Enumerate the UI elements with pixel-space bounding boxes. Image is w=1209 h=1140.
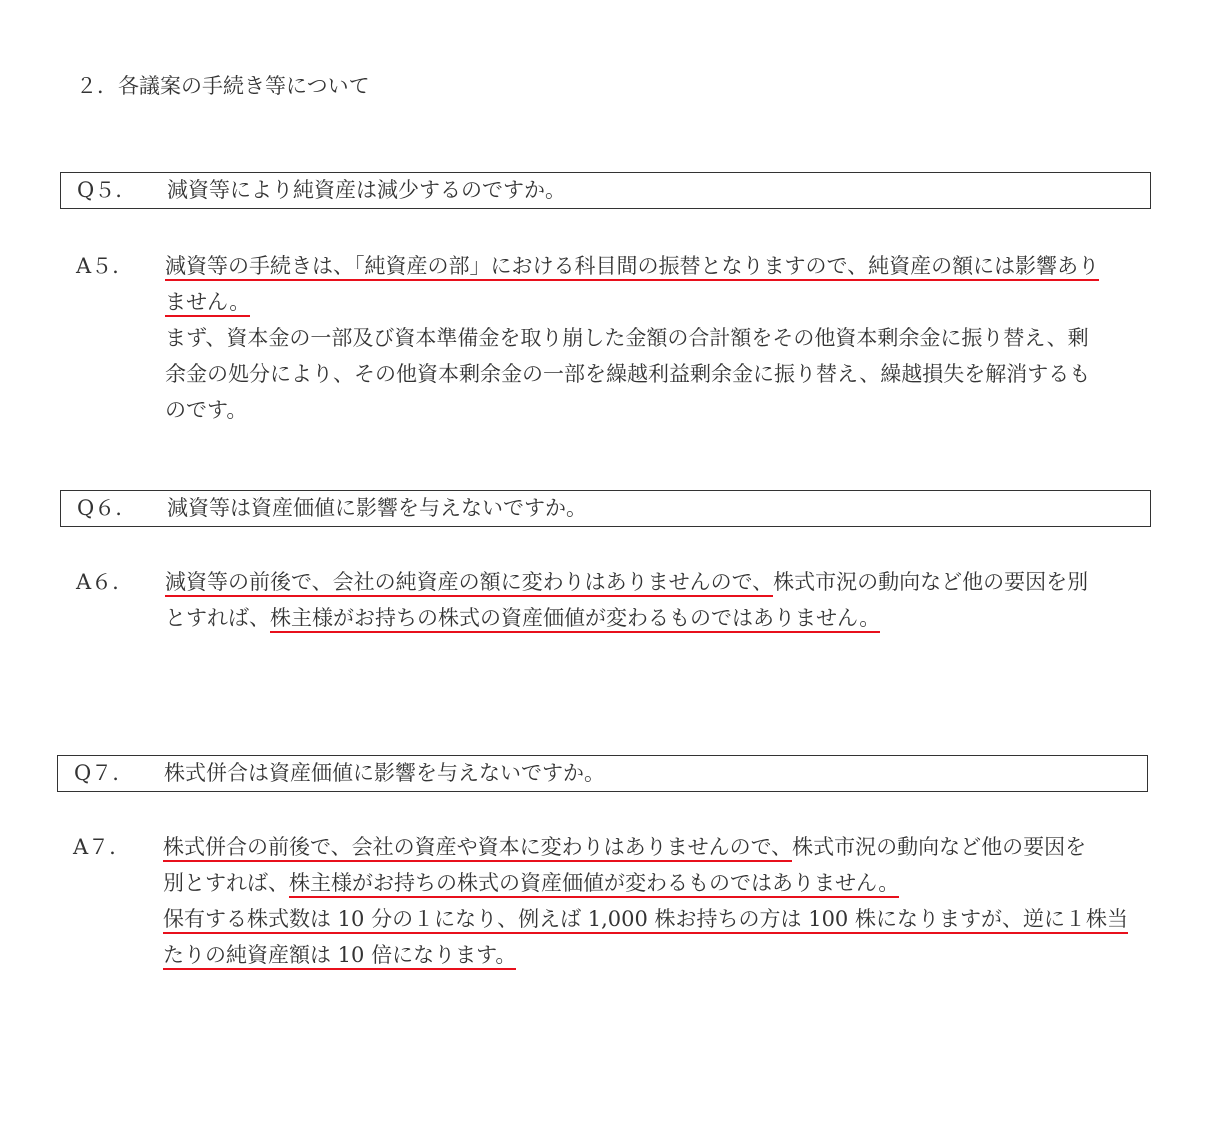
plain-text: 別とすれば、 (163, 871, 289, 895)
answer-line (163, 901, 1143, 937)
question-label: Q５. (77, 178, 122, 202)
answer-a5 (165, 248, 1145, 428)
answer-line (163, 865, 1143, 901)
question-label: Q６. (77, 496, 122, 520)
question-text: 株式併合は資産価値に影響を与えないですか。 (164, 761, 605, 785)
question-text: 減資等により純資産は減少するのですか。 (167, 178, 566, 202)
underlined-text: 減資等の手続きは、「純資産の部」における科目間の振替となりますので、純資産の額には影響あり (165, 254, 1099, 281)
answer-a7 (163, 829, 1143, 973)
plain-text: とすれば、 (165, 606, 270, 630)
answer-line (165, 564, 1145, 600)
underlined-text: 株式併合の前後で、会社の資産や資本に変わりはありませんので、 (163, 835, 792, 862)
underlined-text: 株主様がお持ちの株式の資産価値が変わるものではありません。 (270, 606, 880, 633)
answer-line (163, 937, 1143, 973)
plain-text: 株式市況の動向など他の要因を (792, 835, 1087, 859)
question-box-q6 (60, 490, 1151, 527)
underlined-text: たりの純資産額は 10 倍になります。 (163, 943, 516, 970)
answer-line (165, 600, 1145, 636)
question-box-q7 (57, 755, 1148, 792)
answer-a6 (165, 564, 1145, 636)
answer-label: A７. (73, 835, 116, 859)
answer-line (165, 248, 1145, 284)
plain-text: 株式市況の動向など他の要因を別 (773, 570, 1089, 594)
section-title: ２．各議案の手続き等について (76, 74, 370, 98)
answer-line: まず、資本金の一部及び資本準備金を取り崩した金額の合計額をその他資本剰余金に振り替え、剰 (165, 326, 1089, 350)
underlined-text: 株主様がお持ちの株式の資産価値が変わるものではありません。 (289, 871, 899, 898)
underlined-text: 減資等の前後で、会社の純資産の額に変わりはありませんので、 (165, 570, 773, 597)
underlined-text: ません。 (165, 290, 250, 317)
answer-line (163, 829, 1143, 865)
answer-label: A６. (76, 570, 119, 594)
answer-line: のです。 (165, 398, 248, 422)
underlined-text: 保有する株式数は 10 分の１になり、例えば 1,000 株お持ちの方は 100 株になりますが、逆に１株当 (163, 907, 1128, 934)
question-box-q5 (60, 172, 1151, 209)
question-text: 減資等は資産価値に影響を与えないですか。 (167, 496, 587, 520)
answer-line: 余金の処分により、その他資本剰余金の一部を繰越利益剰余金に振り替え、繰越損失を解消するも (165, 362, 1091, 386)
answer-line (165, 284, 1145, 320)
question-label: Q７. (74, 761, 119, 785)
answer-label: A５. (76, 254, 119, 278)
